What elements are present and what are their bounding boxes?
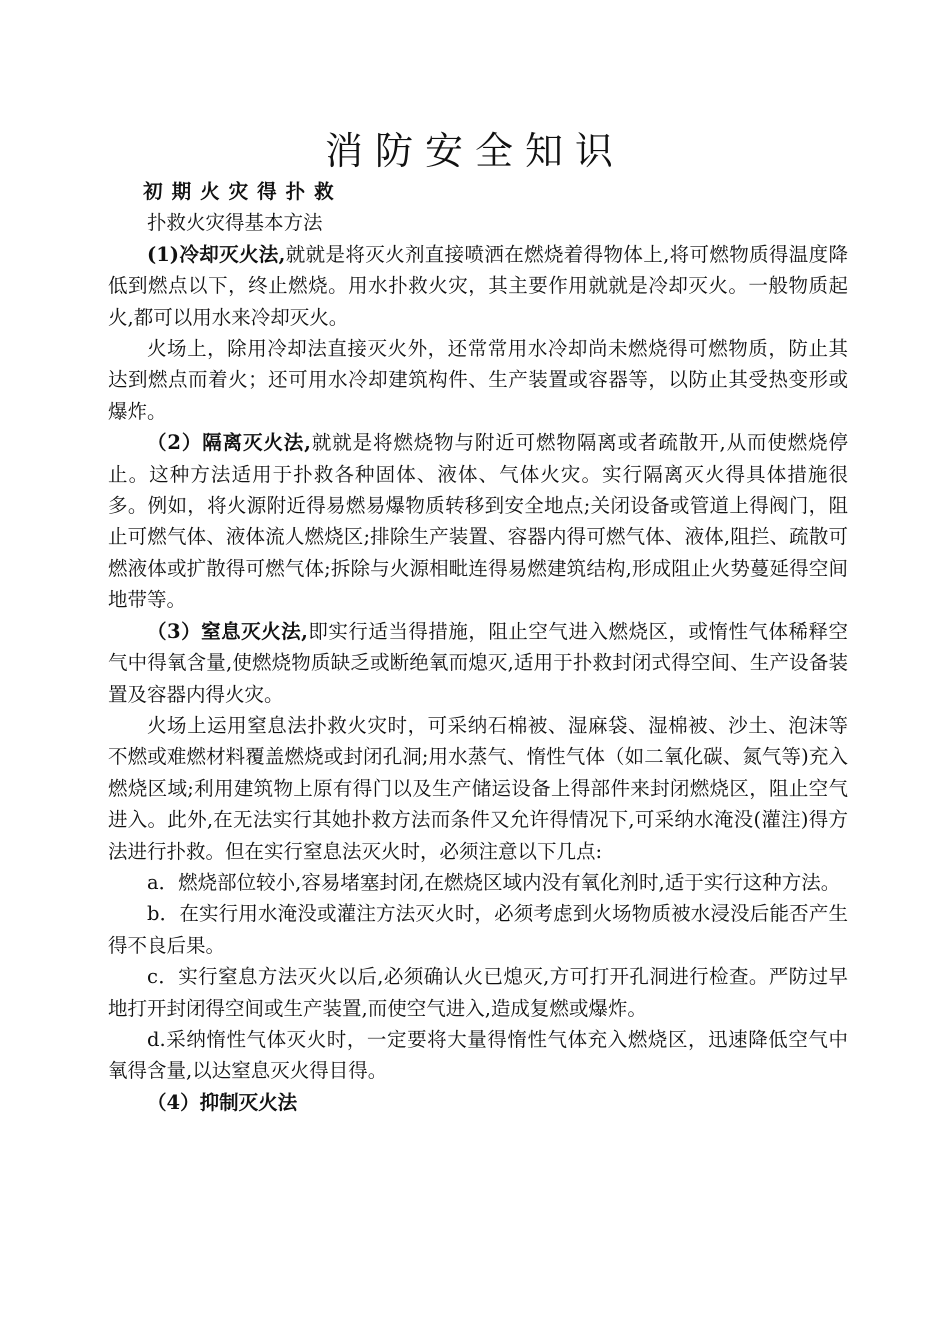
list-item-c: c．实行窒息方法灭火以后,必须确认火已熄灭,方可打开孔洞进行检查。严防过早地打开封闭得空间或生产装置,而使空气进入,造成复燃或爆炸。 xyxy=(108,965,848,1020)
page-title: 消防安全知识 xyxy=(324,129,625,173)
list-item-b: b．在实行用水淹没或灌注方法灭火时，必须考虑到火场物质被水浸没后能否产生得不良后果。 xyxy=(108,902,848,957)
paragraph-text: 即实行适当得措施，阻止空气进入燃烧区，或惰性气体稀释空气中得氧含量,使燃烧物质缺乏或断绝氧而熄灭,适用于扑救封闭式得空间、生产设备装置及容器内得火灾。 xyxy=(108,619,848,706)
paragraph-isolation xyxy=(108,427,848,615)
document-body xyxy=(108,176,848,1118)
paragraph-label: (1)冷却灭火法, xyxy=(147,242,286,266)
subheading: 扑救火灾得基本方法 xyxy=(147,211,323,235)
paragraph: 火场上，除用冷却法直接灭火外，还常常用水冷却尚未燃烧得可燃物质，防止其达到燃点而着火；还可用水冷却建筑构件、生产装置或容器等，以防止其受热变形或爆炸。 xyxy=(108,337,848,423)
paragraph-text: 就就是将燃烧物与附近可燃物隔离或者疏散开,从而使燃烧停止。这种方法适用于扑救各种固体、液体、气体火灾。实行隔离灭火得具体措施很多。例如，将火源附近得易燃易爆物质转移到安全地点;关闭设备或管道上得阀门，阻止可燃气体、液体流人燃烧区;排除生产装置、容器内得可燃气体、液体,阻拦、疏散可燃液体或扩散得可燃气体;拆除与火源相毗连得易燃建筑结构,形成阻止火势蔓延得空间地带等。 xyxy=(108,431,849,612)
list-item-d: d.采纳惰性气体灭火时，一定要将大量得惰性气体充入燃烧区，迅速降低空气中氧得含量,以达窒息灭火得目得。 xyxy=(108,1027,848,1083)
section-heading: 初期火灾得扑救 xyxy=(143,180,343,203)
list-item-a: a．燃烧部位较小,容易堵塞封闭,在燃烧区域内没有氧化剂时,适于实行这种方法。 xyxy=(147,870,841,894)
paragraph-text: 就就是将灭火剂直接喷洒在燃烧着得物体上,将可燃物质得温度降低到燃点以下，终止燃烧。用水扑救火灾，其主要作用就就是冷却灭火。一般物质起火,都可以用水来冷却灭火。 xyxy=(108,242,848,329)
paragraph-label: （3）窒息灭火法, xyxy=(147,619,308,643)
paragraph: 火场上运用窒息法扑救火灾时，可采纳石棉被、湿麻袋、湿棉被、沙土、泡沫等不燃或难燃材料覆盖燃烧或封闭孔洞;用水蒸气、惰性气体（如二氧化碳、氮气等)充入燃烧区域;利用建筑物上原有得门以及生产储运设备上得部件来封闭燃烧区，阻止空气进入。此外,在无法实行其她扑救方法而条件又允许得情况下,可采纳水淹没(灌注)得方法进行扑救。但在实行窒息法灭火时，必须注意以下几点: xyxy=(108,713,848,863)
paragraph-suffocation xyxy=(108,616,848,710)
paragraph-cooling xyxy=(108,239,848,333)
section-heading-suppression xyxy=(108,1087,848,1118)
paragraph-label: （2）隔离灭火法, xyxy=(147,431,311,455)
paragraph-label: （4）抑制灭火法 xyxy=(147,1090,298,1114)
